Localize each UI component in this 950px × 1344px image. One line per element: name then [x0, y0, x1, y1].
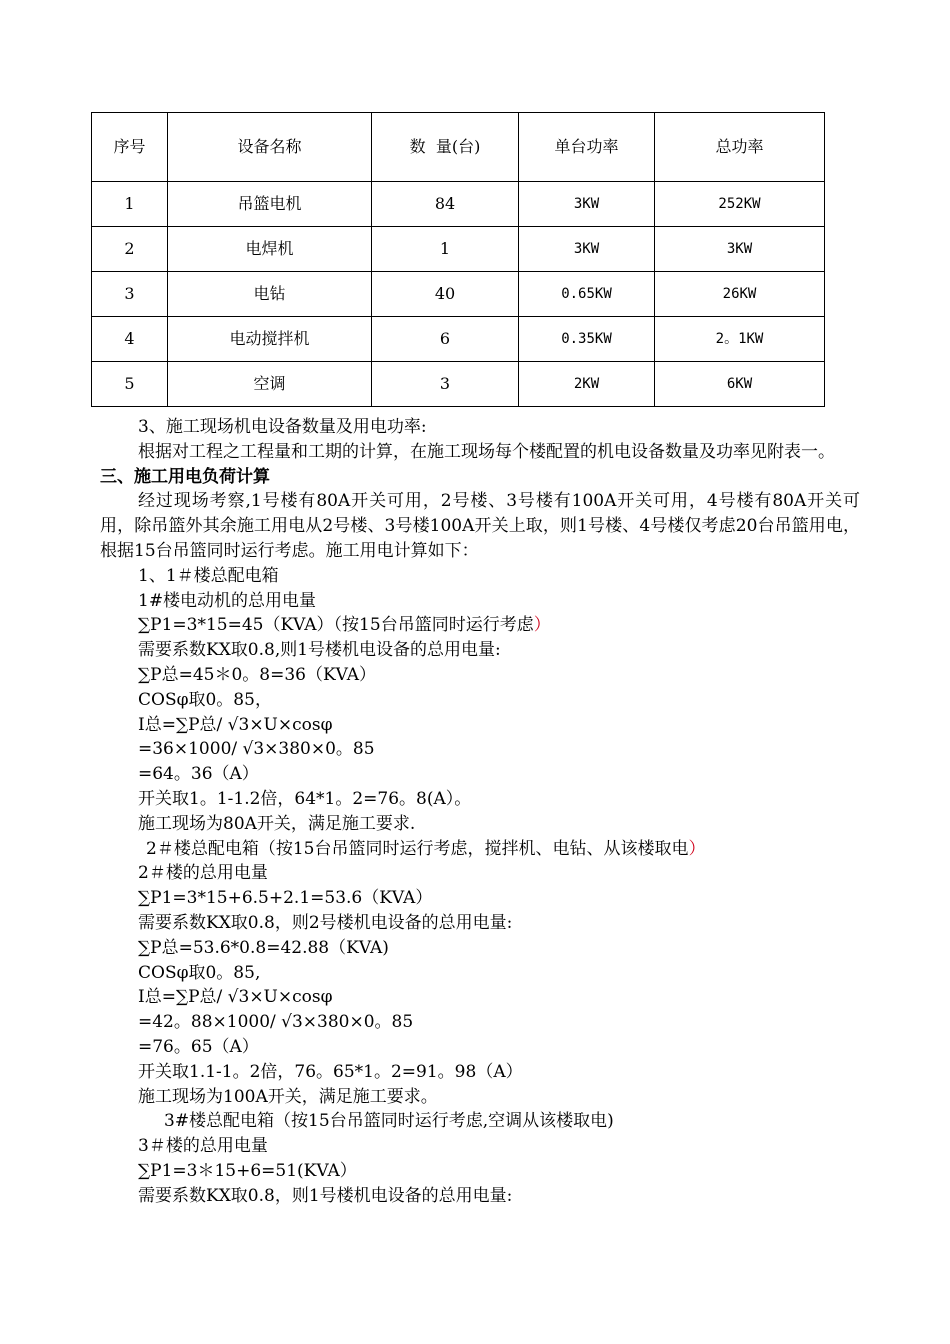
calc-line: ∑P总=45＊0。8=36（KVA） [138, 664, 377, 685]
calc-line: =42。88×1000/ √3×380×0。85 [138, 1012, 414, 1033]
paragraph-equipment-note: 根据对工程之工程量和工期的计算，在施工现场每个楼配置的机电设备数量及功率见附表一。 [138, 441, 835, 462]
cell-total-power: 252KW [655, 182, 825, 227]
table-header-row [92, 113, 825, 182]
table-row [92, 182, 825, 227]
header-cell-index: 序号 [92, 113, 168, 182]
cell-device-name: 电动搅拌机 [168, 317, 372, 362]
table-row [92, 227, 825, 272]
calc-line: 需要系数KX取0.8,则1号楼机电设备的总用电量: [138, 640, 501, 661]
cell-quantity: 6 [372, 317, 519, 362]
cell-total-power: 2。1KW [655, 317, 825, 362]
calc-line [100, 613, 860, 638]
calc-text: ∑P1=3*15=45（KVA）（按15台吊篮同时运行考虑 [138, 615, 534, 636]
calc-line: 开关取1.1-1。2倍，76。65*1。2=91。98（A） [138, 1061, 523, 1082]
calc-line: I总=∑P总/ √3×U×cosφ [138, 714, 333, 735]
calc-line: ∑P1=3*15+6.5+2.1=53.6（KVA） [138, 888, 433, 909]
cell-total-power: 26KW [655, 272, 825, 317]
cell-index: 4 [92, 317, 168, 362]
cell-unit-power: 3KW [519, 227, 655, 272]
header-cell-unit-power: 单台功率 [519, 113, 655, 182]
cell-quantity: 1 [372, 227, 519, 272]
cell-device-name: 电焊机 [168, 227, 372, 272]
cell-index: 1 [92, 182, 168, 227]
calc-line: =64。36（A） [138, 764, 259, 785]
calc-line: 施工现场为80A开关，满足施工要求. [138, 813, 416, 834]
subsection-heading-equipment-power: 3、施工现场机电设备数量及用电功率: [138, 417, 427, 437]
calc-line: I总=∑P总/ √3×U×cosφ [138, 987, 333, 1008]
calc-line: COSφ取0。85, [138, 962, 261, 983]
calc-line: ∑P总=53.6*0.8=42.88（KVA) [138, 937, 389, 958]
cell-device-name: 电钻 [168, 272, 372, 317]
document-body [100, 415, 860, 1209]
header-cell-device-name: 设备名称 [168, 113, 372, 182]
red-paren: ） [688, 838, 706, 859]
header-cell-quantity: 数 量(台) [372, 113, 519, 182]
cell-unit-power: 3KW [519, 182, 655, 227]
cell-index: 5 [92, 362, 168, 407]
item-building-2-heading [100, 837, 860, 862]
section-heading-load-calculation: 三、施工用电负荷计算 [100, 466, 270, 487]
table-row [92, 317, 825, 362]
equipment-power-table [91, 112, 825, 407]
calc-line: 1#楼电动机的总用电量 [138, 590, 317, 611]
cell-unit-power: 0.35KW [519, 317, 655, 362]
calc-line: 施工现场为100A开关，满足施工要求。 [138, 1086, 438, 1107]
red-paren: ） [533, 615, 551, 636]
cell-index: 3 [92, 272, 168, 317]
calc-line: 需要系数KX取0.8，则1号楼机电设备的总用电量: [138, 1185, 513, 1206]
cell-device-name: 吊篮电机 [168, 182, 372, 227]
cell-unit-power: 2KW [519, 362, 655, 407]
heading-text: 2＃楼总配电箱（按15台吊篮同时运行考虑，搅拌机、电钻、从该楼取电 [146, 838, 689, 859]
table-row [92, 362, 825, 407]
cell-quantity: 84 [372, 182, 519, 227]
item-building-1-heading: 1、1＃楼总配电箱 [138, 565, 279, 586]
calc-line: ∑P1=3＊15+6=51(KVA） [138, 1160, 357, 1181]
table-row [92, 272, 825, 317]
cell-quantity: 40 [372, 272, 519, 317]
cell-unit-power: 0.65KW [519, 272, 655, 317]
calc-line: COSφ取0。85， [138, 689, 272, 710]
calc-line: 开关取1。1-1.2倍，64*1。2=76。8(A）。 [138, 788, 472, 809]
paragraph-site-survey: 经过现场考察,1号楼有80A开关可用，2号楼、3号楼有100A开关可用，4号楼有80A开关可用，除吊篮外其余施工用电从2号楼、3号楼100A开关上取，则1号楼、4号楼仅考虑20台吊篮用电，根据15台吊篮同时运行考虑。施工用电计算如下： [100, 491, 860, 561]
item-building-3-heading: 3#楼总配电箱（按15台吊篮同时运行考虑,空调从该楼取电) [164, 1111, 614, 1132]
header-cell-total-power: 总功率 [655, 113, 825, 182]
calc-line: 需要系数KX取0.8，则2号楼机电设备的总用电量: [138, 912, 513, 933]
cell-total-power: 6KW [655, 362, 825, 407]
cell-quantity: 3 [372, 362, 519, 407]
cell-index: 2 [92, 227, 168, 272]
calc-line: =36×1000/ √3×380×0。85 [138, 739, 375, 760]
calc-line: 3＃楼的总用电量 [138, 1136, 268, 1157]
calc-line: 2＃楼的总用电量 [138, 863, 268, 884]
cell-device-name: 空调 [168, 362, 372, 407]
cell-total-power: 3KW [655, 227, 825, 272]
calc-line: =76。65（A） [138, 1036, 259, 1057]
